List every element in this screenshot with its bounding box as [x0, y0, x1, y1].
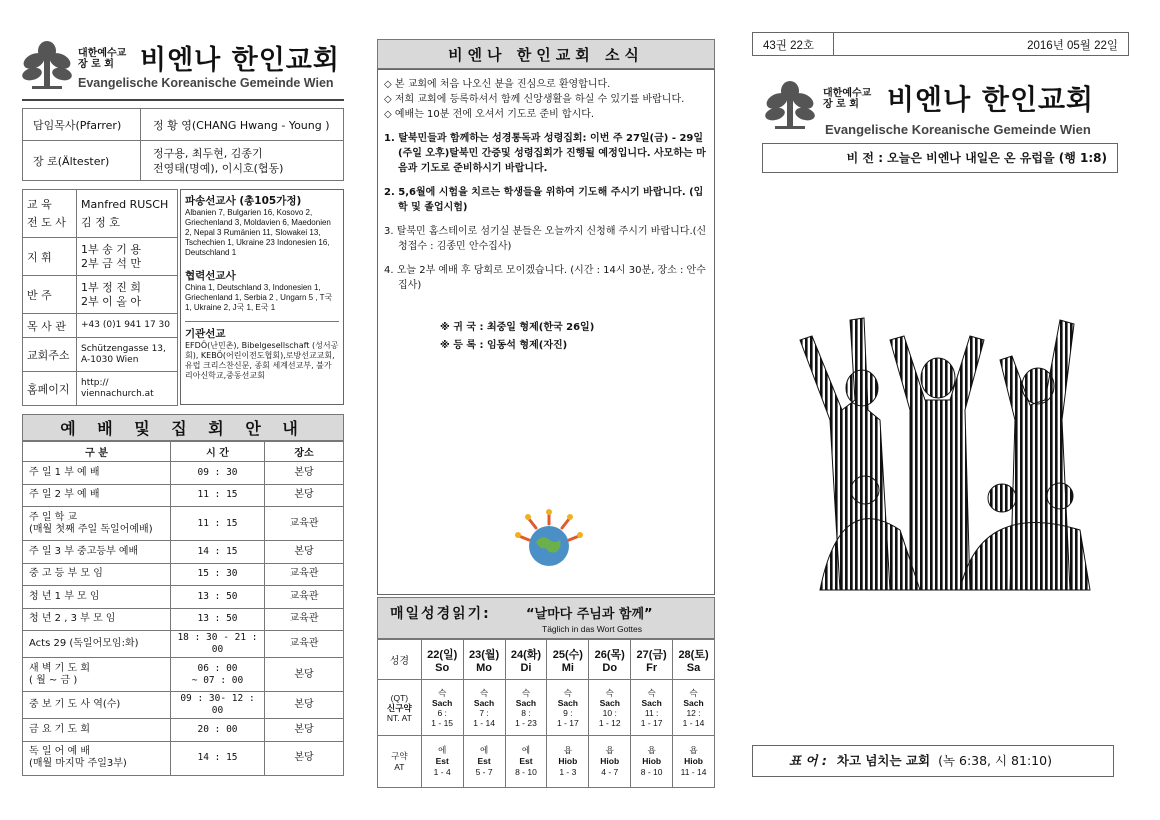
schedule-item: 주 일 3 부 중고등부 예배 — [23, 541, 171, 564]
schedule-item: 금 요 기 도 회 — [23, 719, 171, 742]
schedule-item: Acts 29 (독일어모임:화) — [23, 631, 171, 658]
schedule-row — [23, 586, 344, 609]
tree-logo-icon — [765, 80, 815, 132]
missions-box — [180, 189, 344, 405]
nt-label-3: NT. AT — [386, 712, 412, 723]
schedule-time: 14 : 15 — [171, 741, 265, 775]
reading-nt-line: Sach — [599, 697, 620, 708]
pastor-name: 정 황 영(CHANG Hwang - Young ) — [141, 109, 344, 141]
schedule-row — [23, 462, 344, 485]
homepage-label: 홈페이지 — [23, 372, 77, 406]
org-line-1: 대한예수교 — [78, 48, 127, 59]
evangelist-name: 김 정 호 — [81, 215, 120, 229]
cover-logo-block — [765, 78, 1125, 138]
reading-nt-line: 8 : — [521, 707, 531, 718]
conductor-label: 지 휘 — [23, 238, 77, 276]
schedule-place: 교육관 — [265, 608, 344, 631]
schedule-item: 주 일 학 교 (매월 첫째 주일 독일어예배) — [23, 507, 171, 541]
elders-line-2: 전영태(명예), 이시호(협동) — [153, 161, 284, 175]
reading-at-line: Est — [435, 756, 449, 766]
schedule-time: 06 : 00 ~ 07 : 00 — [171, 658, 265, 692]
news-item: 2. 5,6월에 시험을 치르는 학생들을 위하여 기도해 주시기 바랍니다. (입학 및 졸업시험) — [384, 187, 704, 213]
schedule-place: 교육관 — [265, 563, 344, 586]
reading-nt-line: 슥 — [521, 687, 531, 698]
schedule-place: 본당 — [265, 658, 344, 692]
evangelist-label: 전 도 사 — [27, 215, 66, 229]
church-name: 비엔나 한인교회 — [887, 83, 1095, 116]
schedule-place: 본당 — [265, 462, 344, 485]
schedule-place: 본당 — [265, 719, 344, 742]
schedule-time: 09 : 30 — [171, 462, 265, 485]
news-title: 비엔나 한인교회 소식 — [377, 39, 715, 69]
reading-nt-line: Sach — [683, 697, 704, 708]
sent-missions-text: Albanien 7, Bulgarien 16, Kosovo 2, Griechenland 3, Moldavien 6, Maedonien 2, Nepal 3 Rumänien 11, Slowakei 13, Tschechien 1, Ukraine 23 Indonesien 16, Deutschland 1 — [185, 208, 331, 257]
reading-nt-line: 7 : — [479, 707, 489, 718]
reading-at-line: 11 - 14 — [680, 767, 707, 777]
office-label: 목 사 관 — [23, 314, 77, 338]
reading-at-cell — [631, 736, 673, 788]
schedule-header-item: 구 분 — [23, 442, 171, 462]
tree-logo-icon — [22, 40, 72, 92]
accomp-1: 1부 정 진 희 — [81, 280, 141, 294]
schedule-place: 본당 — [265, 484, 344, 507]
reading-nt-line: 1 - 15 — [431, 717, 454, 728]
reading-at-line: 1 - 3 — [559, 767, 577, 777]
reading-nt-line: 11 : — [644, 707, 659, 718]
schedule-item: 주 일 1 부 예 배 — [23, 462, 171, 485]
reading-subtitle-de: Täglich in das Wort Gottes — [542, 624, 642, 634]
reading-nt-line: 6 : — [437, 707, 447, 718]
reading-day-header — [673, 640, 715, 680]
reading-header — [377, 597, 715, 639]
reading-day-date: 25(수) — [552, 648, 583, 661]
org-line-2: 장 로 회 — [823, 99, 859, 110]
issue-volume: 43권 22호 — [763, 40, 814, 52]
schedule-row — [23, 507, 344, 541]
reading-title: 매일성경읽기: — [390, 606, 491, 622]
schedule-time: 13 : 50 — [171, 608, 265, 631]
divider — [22, 99, 344, 101]
reading-at-cell — [505, 736, 547, 788]
reading-day-header — [421, 640, 463, 680]
schedule-place: 본당 — [265, 692, 344, 719]
edu-name: Manfred RUSCH — [81, 197, 169, 211]
reading-nt-cell — [631, 680, 673, 736]
reading-day-header — [631, 640, 673, 680]
worship-illustration — [780, 300, 1110, 600]
schedule-time: 18 : 30 - 21 : 00 — [171, 631, 265, 658]
reading-nt-line: 슥 — [605, 687, 614, 698]
reading-subtitle-ko: “날마다 주님과 함께” — [526, 607, 653, 622]
schedule-table — [22, 441, 344, 776]
reading-at-line: 5 - 7 — [475, 767, 493, 777]
org-line-1: 대한예수교 — [823, 88, 872, 99]
news-item: 1. 탈북민들과 함께하는 성경통독과 성령집회: 이번 주 27일(금) - 29일(주일 오후)탈북민 간증및 성령집회가 진행될 예정입니다. 사모하는 마음과 기도로 준비하시기 바랍니다. — [384, 133, 706, 174]
issue-date: 2016년 05월 22일 — [1027, 40, 1118, 52]
reading-day-date: 22(일) — [427, 648, 458, 661]
inst-missions-text: EFDÖ(난민촌), Bibelgesellschaft (성서공회), KEBÖ(어린이전도협회),로방선교교회, 유럽 크리스찬신문, 종회 세계선교부, 불가리아신학교,중동선교회 — [185, 341, 339, 380]
elder-label: 장 로(Ältester) — [23, 141, 141, 181]
reading-day-date: 27(금) — [636, 648, 667, 661]
schedule-row — [23, 741, 344, 775]
reading-nt-line: 9 : — [563, 707, 573, 718]
reading-at-line: 8 - 10 — [515, 767, 537, 777]
news-item: 3. 탈북민 홈스테이로 섬기실 분들은 오늘까지 신청해 주시기 바랍니다.(신청접수 : 김종민 안수집사) — [384, 226, 707, 252]
reading-at-line: Hiob — [684, 756, 703, 766]
schedule-title: 예 배 및 집 회 안 내 — [22, 414, 344, 441]
news-items — [384, 131, 708, 293]
reading-at-line: 욥 — [563, 745, 572, 755]
schedule-time: 13 : 50 — [171, 586, 265, 609]
reading-at-line: 1 - 4 — [433, 767, 451, 777]
accomp-label: 반 주 — [23, 276, 77, 314]
reading-nt-line: 1 - 17 — [640, 717, 663, 728]
reading-at-line: Hiob — [642, 756, 662, 766]
nt-label-1: (QT) — [390, 692, 409, 703]
schedule-item: 독 일 어 예 배 (매월 마지막 주일3부) — [23, 741, 171, 775]
motto-box — [752, 745, 1114, 777]
reading-nt-cell — [589, 680, 631, 736]
schedule-time: 11 : 15 — [171, 484, 265, 507]
reading-nt-line: Sach — [432, 697, 453, 708]
reading-day-date: 24(화) — [510, 648, 542, 661]
reading-nt-cell — [505, 680, 547, 736]
reading-at-line: 에 — [479, 745, 489, 755]
reading-nt-line: 1 - 12 — [598, 717, 621, 728]
motto-label: 표 어 : — [789, 753, 827, 768]
reading-day-header — [547, 640, 589, 680]
roles-table — [22, 189, 178, 406]
schedule-time: 09 : 30- 12 : 00 — [171, 692, 265, 719]
reading-at-line: 8 - 10 — [640, 767, 663, 777]
reading-day-de: Di — [520, 661, 532, 674]
homepage-1[interactable]: http:// — [81, 377, 109, 388]
reading-nt-cell — [421, 680, 463, 736]
reading-nt-line: 슥 — [647, 687, 656, 698]
address-2: A-1030 Wien — [81, 354, 139, 365]
issue-bar — [752, 32, 1129, 56]
reading-nt-line: 슥 — [563, 687, 572, 698]
news-item: 4. 오늘 2부 예배 후 당회로 모이겠습니다. (시간 : 14시 30분, 장소 : 안수집사) — [384, 265, 706, 291]
motto-text: 차고 넘치는 교회 — [836, 753, 931, 768]
reading-nt-line: 슥 — [689, 687, 698, 698]
reading-nt-line: 1 - 23 — [515, 717, 537, 728]
reading-at-line: 4 - 7 — [601, 767, 619, 777]
conductor-2: 2부 금 석 만 — [81, 256, 141, 270]
reading-nt-line: 12 : — [686, 707, 701, 718]
schedule-header-place: 장소 — [265, 442, 344, 462]
reading-nt-cell — [463, 680, 505, 736]
reading-nt-line: 슥 — [479, 687, 489, 698]
reading-at-line: Est — [477, 756, 491, 766]
reading-day-header — [463, 640, 505, 680]
edu-label: 교 육 — [27, 197, 52, 211]
schedule-row — [23, 541, 344, 564]
schedule-row — [23, 631, 344, 658]
org-line-2: 장 로 회 — [78, 59, 114, 70]
news-bullet: ◇ 예배는 10분 전에 오셔서 기도로 준비 합시다. — [384, 109, 595, 120]
reading-day-de: Fr — [646, 661, 658, 674]
reading-at-line: 에 — [438, 745, 447, 755]
reading-day-de: Sa — [686, 661, 701, 674]
news-box — [377, 69, 715, 595]
reading-at-line: 에 — [521, 745, 531, 755]
news-register: ※ 등 록 : 임동석 형제(자진) — [440, 340, 568, 351]
reading-day-header — [505, 640, 547, 680]
schedule-header-time: 시 간 — [171, 442, 265, 462]
reading-nt-line: 1 - 14 — [682, 717, 705, 728]
schedule-time: 20 : 00 — [171, 719, 265, 742]
homepage-2[interactable]: viennachurch.at — [81, 388, 154, 399]
schedule-time: 14 : 15 — [171, 541, 265, 564]
at-label-1: 구약 — [391, 750, 408, 761]
reading-nt-line: Sach — [557, 697, 579, 708]
reading-day-date: 28(토) — [678, 648, 709, 661]
reading-at-cell — [463, 736, 505, 788]
reading-at-line: Hiob — [558, 756, 578, 766]
reading-at-line: Hiob — [600, 756, 620, 766]
coop-missions-title: 협력선교사 — [185, 270, 236, 282]
motto-ref: (녹 6:38, 시 81:10) — [938, 753, 1052, 768]
sent-missions-title: 파송선교사 (총105가정) — [185, 195, 302, 207]
at-label-2: AT — [394, 761, 405, 772]
address-1: Schützengasse 13, — [81, 343, 166, 354]
reading-at-line: 욥 — [647, 745, 656, 755]
schedule-time: 11 : 15 — [171, 507, 265, 541]
reading-day-de: Do — [602, 661, 618, 674]
reading-nt-cell — [673, 680, 715, 736]
schedule-item: 주 일 2 부 예 배 — [23, 484, 171, 507]
coop-missions-text: China 1, Deutschland 3, Indonesien 1, Griechenland 1, Serbia 2 , Ungarn 5 , T국 1, Ukraine 2, J국 1, E국 1 — [185, 283, 333, 312]
news-return: ※ 귀 국 : 최중일 형제(한국 26일) — [440, 322, 595, 333]
reading-at-line: 욥 — [605, 745, 614, 755]
reading-day-header — [589, 640, 631, 680]
news-bullets — [384, 77, 708, 122]
news-bullet: ◇ 본 교회에 처음 나오신 분을 진심으로 환영합니다. — [384, 79, 611, 90]
reading-nt-line: 슥 — [438, 687, 447, 698]
reading-col-label: 성경 — [378, 640, 422, 680]
reading-day-de: Mo — [476, 661, 493, 674]
conductor-1: 1부 송 기 용 — [81, 242, 141, 256]
reading-at-line: 욥 — [689, 745, 698, 755]
news-bullet: ◇ 저희 교회에 등록하셔서 함께 신앙생활을 하실 수 있기를 바랍니다. — [384, 94, 685, 105]
staff-table — [22, 108, 344, 181]
reading-day-de: So — [435, 661, 450, 674]
schedule-place: 교육관 — [265, 586, 344, 609]
nt-label-2: 신구약 — [387, 702, 412, 713]
divider — [833, 33, 834, 55]
vision-box: 비 전 : 오늘은 비엔나 내일은 온 유럽을 (행 1:8) — [762, 143, 1118, 173]
reading-nt-line: 1 - 17 — [556, 717, 579, 728]
schedule-row — [23, 608, 344, 631]
reading-at-cell — [589, 736, 631, 788]
address-label: 교회주소 — [23, 338, 77, 372]
reading-at-cell — [673, 736, 715, 788]
schedule-row — [23, 484, 344, 507]
schedule-time: 15 : 30 — [171, 563, 265, 586]
schedule-item: 청 년 1 부 모 임 — [23, 586, 171, 609]
schedule-row — [23, 692, 344, 719]
accomp-2: 2부 이 올 아 — [81, 294, 141, 308]
globe-people-icon — [514, 506, 584, 576]
schedule-place: 본당 — [265, 741, 344, 775]
schedule-row — [23, 719, 344, 742]
reading-table — [377, 639, 715, 788]
church-subtitle: Evangelische Koreanische Gemeinde Wien — [78, 76, 334, 90]
reading-nt-line: 10 : — [602, 707, 617, 718]
reading-at-cell — [547, 736, 589, 788]
reading-nt-line: Sach — [515, 697, 537, 708]
schedule-item: 중 고 등 부 모 임 — [23, 563, 171, 586]
church-name: 비엔나 한인교회 — [140, 45, 340, 76]
schedule-place: 교육관 — [265, 631, 344, 658]
reading-day-de: Mi — [561, 661, 574, 674]
schedule-row — [23, 563, 344, 586]
reading-at-line: Est — [519, 756, 533, 766]
schedule-row — [23, 658, 344, 692]
reading-nt-line: 1 - 14 — [473, 717, 495, 728]
inst-missions-title: 기관선교 — [185, 321, 339, 341]
left-logo-block — [22, 40, 352, 100]
reading-at-cell — [421, 736, 463, 788]
schedule-item: 중 보 기 도 사 역(수) — [23, 692, 171, 719]
pastor-label: 담임목사(Pfarrer) — [23, 109, 141, 141]
reading-nt-line: Sach — [473, 697, 495, 708]
reading-nt-line: Sach — [641, 697, 662, 708]
schedule-place: 본당 — [265, 541, 344, 564]
schedule-item: 새 벽 기 도 회 ( 월 ~ 금 ) — [23, 658, 171, 692]
reading-day-date: 26(목) — [594, 648, 625, 661]
schedule-place: 교육관 — [265, 507, 344, 541]
schedule-item: 청 년 2 , 3 부 모 임 — [23, 608, 171, 631]
elders-line-1: 정구용, 최두현, 김종기 — [153, 146, 263, 160]
office-phone: +43 (0)1 941 17 30 — [77, 314, 178, 338]
church-subtitle: Evangelische Koreanische Gemeinde Wien — [825, 122, 1091, 137]
reading-day-date: 23(월) — [468, 648, 500, 661]
reading-nt-cell — [547, 680, 589, 736]
